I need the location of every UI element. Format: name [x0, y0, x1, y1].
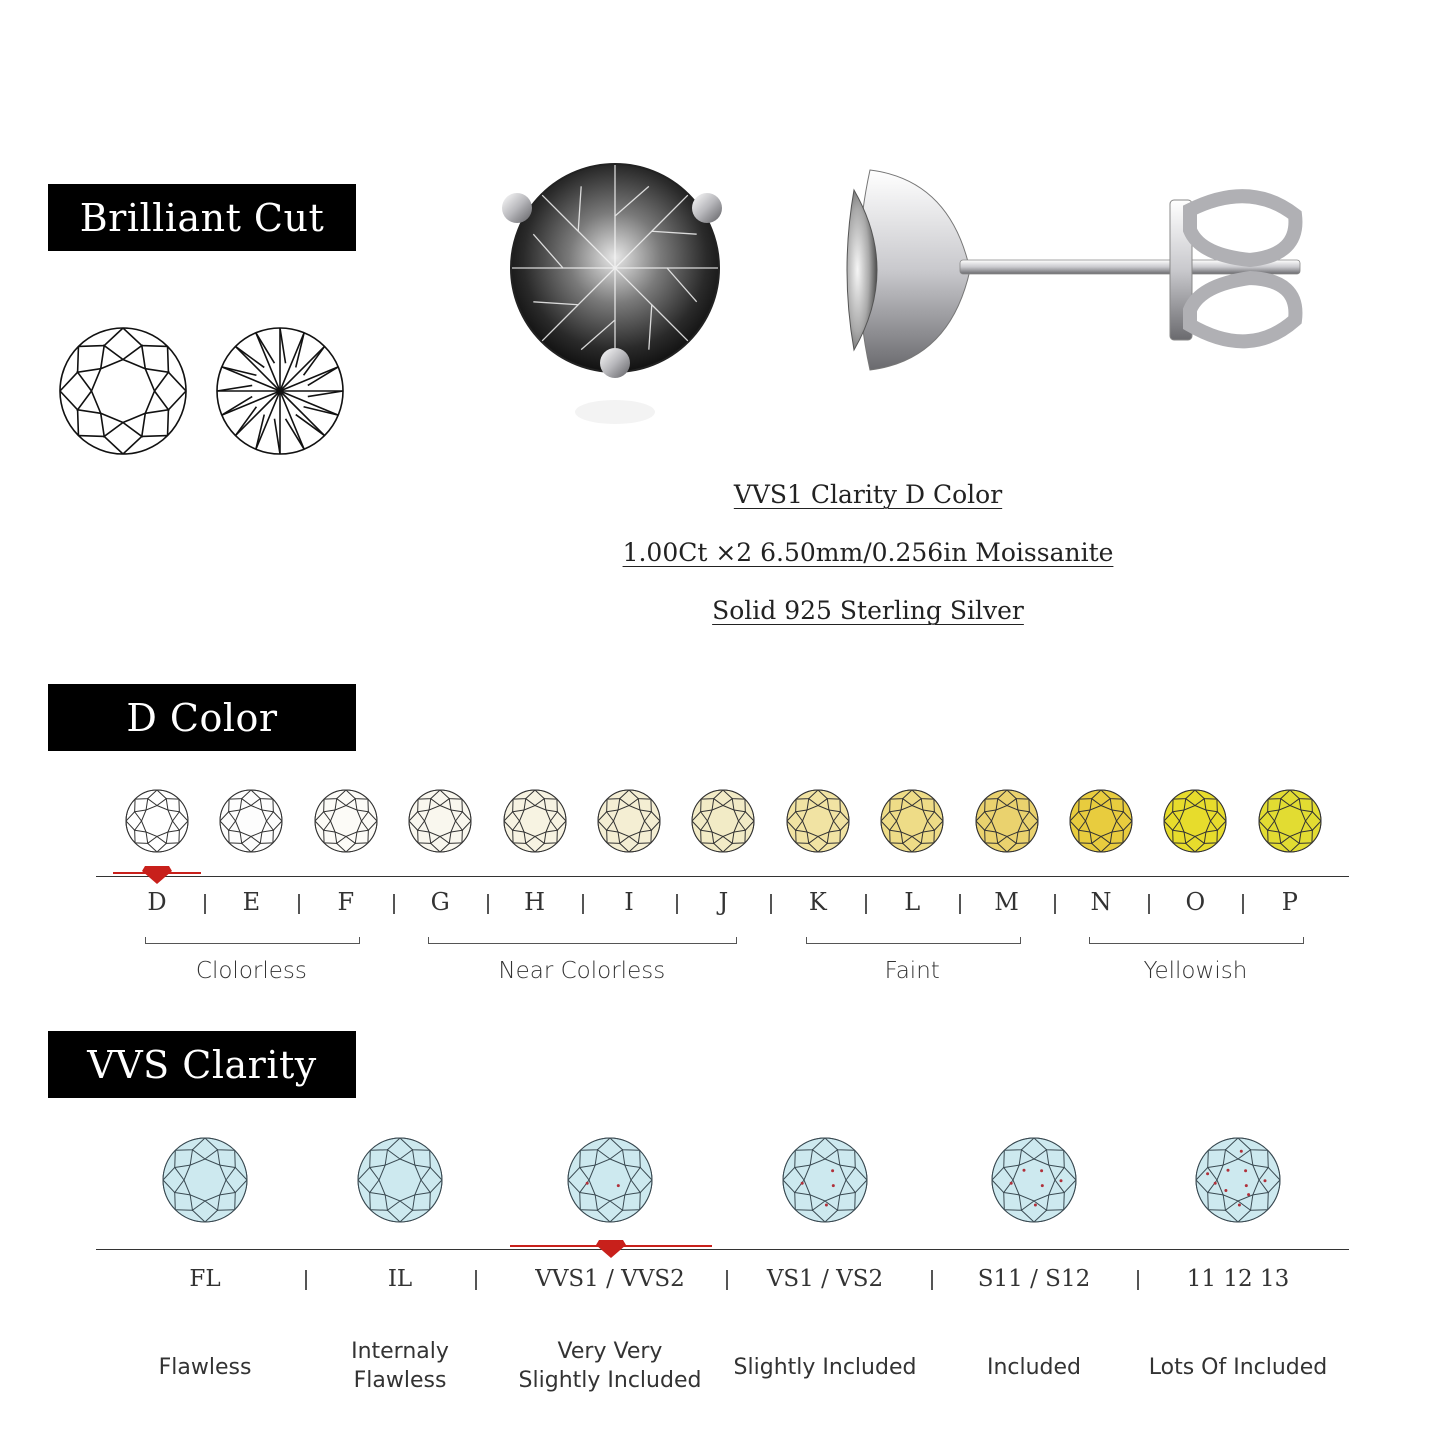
brilliant-cut-top-diagram — [58, 326, 188, 456]
clarity-grade-label: S11 / S12 — [977, 1266, 1091, 1292]
clarity-grade-label: FL — [189, 1266, 221, 1292]
spec-clarity-color: VVS1 Clarity D Color — [733, 480, 1003, 509]
grade-separator — [1137, 1270, 1139, 1290]
earring-front-image — [495, 150, 735, 450]
section-title-clarity: VVS Clarity — [48, 1031, 356, 1098]
color-swatch-o — [1162, 788, 1228, 854]
clarity-stone-icon — [160, 1135, 250, 1225]
color-group-label: Faint — [884, 958, 940, 984]
clarity-grade-label: VS1 / VS2 — [766, 1266, 884, 1292]
clarity-stone-icon — [989, 1135, 1079, 1225]
color-grade-label: N — [1090, 888, 1112, 916]
color-scale-line — [96, 876, 1349, 877]
color-grade-label: L — [904, 888, 921, 916]
clarity-grade-label: 11 12 13 — [1186, 1266, 1290, 1292]
grade-separator — [770, 894, 772, 914]
color-group-label: Near Colorless — [498, 958, 666, 984]
grade-separator — [676, 894, 678, 914]
clarity-grade-label: VVS1 / VVS2 — [535, 1266, 685, 1292]
color-grade-label: O — [1185, 888, 1206, 916]
clarity-description-label: Very Very Slightly Included — [518, 1339, 702, 1393]
clarity-description-label: Lots Of Included — [1148, 1355, 1328, 1380]
color-grade-label: K — [808, 888, 827, 916]
color-swatch-p — [1257, 788, 1323, 854]
clarity-description-label: Flawless — [158, 1355, 252, 1380]
clarity-description-label: Included — [986, 1355, 1082, 1380]
section-title-cut: Brilliant Cut — [48, 184, 356, 251]
color-grade-label: J — [718, 888, 729, 916]
grade-separator — [298, 894, 300, 914]
color-grade-label: H — [524, 888, 546, 916]
clarity-scale-line — [96, 1249, 1349, 1250]
clarity-stone-icon — [1193, 1135, 1283, 1225]
color-group-bracket — [428, 937, 737, 944]
grade-separator — [931, 1270, 933, 1290]
grade-separator — [487, 894, 489, 914]
clarity-stone-icon — [565, 1135, 655, 1225]
clarity-selected-diamond-icon — [595, 1238, 627, 1260]
color-group-bracket — [1089, 937, 1304, 944]
color-grade-label: I — [624, 888, 634, 916]
color-group-bracket — [145, 937, 360, 944]
color-group-bracket — [806, 937, 1021, 944]
color-grade-label: M — [994, 888, 1019, 916]
clarity-stone-icon — [355, 1135, 445, 1225]
earring-side-image — [830, 160, 1310, 400]
color-swatch-g — [407, 788, 473, 854]
color-swatch-n — [1068, 788, 1134, 854]
grade-separator — [305, 1270, 307, 1290]
clarity-description-label: Slightly Included — [733, 1355, 917, 1380]
grade-separator — [1242, 894, 1244, 914]
color-grade-label: G — [430, 888, 450, 916]
color-swatch-l — [879, 788, 945, 854]
color-group-label: Yellowish — [1143, 958, 1248, 984]
clarity-stone-icon — [780, 1135, 870, 1225]
grade-separator — [865, 894, 867, 914]
color-grade-label: F — [337, 888, 355, 916]
grade-separator — [393, 894, 395, 914]
grade-separator — [1054, 894, 1056, 914]
grade-separator — [204, 894, 206, 914]
clarity-grade-label: IL — [387, 1266, 413, 1292]
color-swatch-j — [690, 788, 756, 854]
color-grade-label: P — [1281, 888, 1298, 916]
clarity-description-label: Internaly Flawless — [351, 1339, 449, 1393]
spec-carat-size: 1.00Ct ×2 6.50mm/0.256in Moissanite — [622, 538, 1114, 567]
color-swatch-d — [124, 788, 190, 854]
color-grade-label: E — [242, 888, 261, 916]
grade-separator — [1148, 894, 1150, 914]
color-swatch-f — [313, 788, 379, 854]
grade-separator — [582, 894, 584, 914]
color-selected-diamond-icon — [141, 864, 173, 886]
color-swatch-m — [974, 788, 1040, 854]
spec-material: Solid 925 Sterling Silver — [712, 596, 1024, 625]
section-title-color: D Color — [48, 684, 356, 751]
grade-separator — [475, 1270, 477, 1290]
color-swatch-i — [596, 788, 662, 854]
color-group-label: Clolorless — [195, 958, 307, 984]
brilliant-cut-bottom-diagram — [215, 326, 345, 456]
grade-separator — [726, 1270, 728, 1290]
color-grade-label: D — [147, 888, 167, 916]
color-swatch-h — [502, 788, 568, 854]
grade-separator — [959, 894, 961, 914]
color-swatch-e — [218, 788, 284, 854]
color-swatch-k — [785, 788, 851, 854]
